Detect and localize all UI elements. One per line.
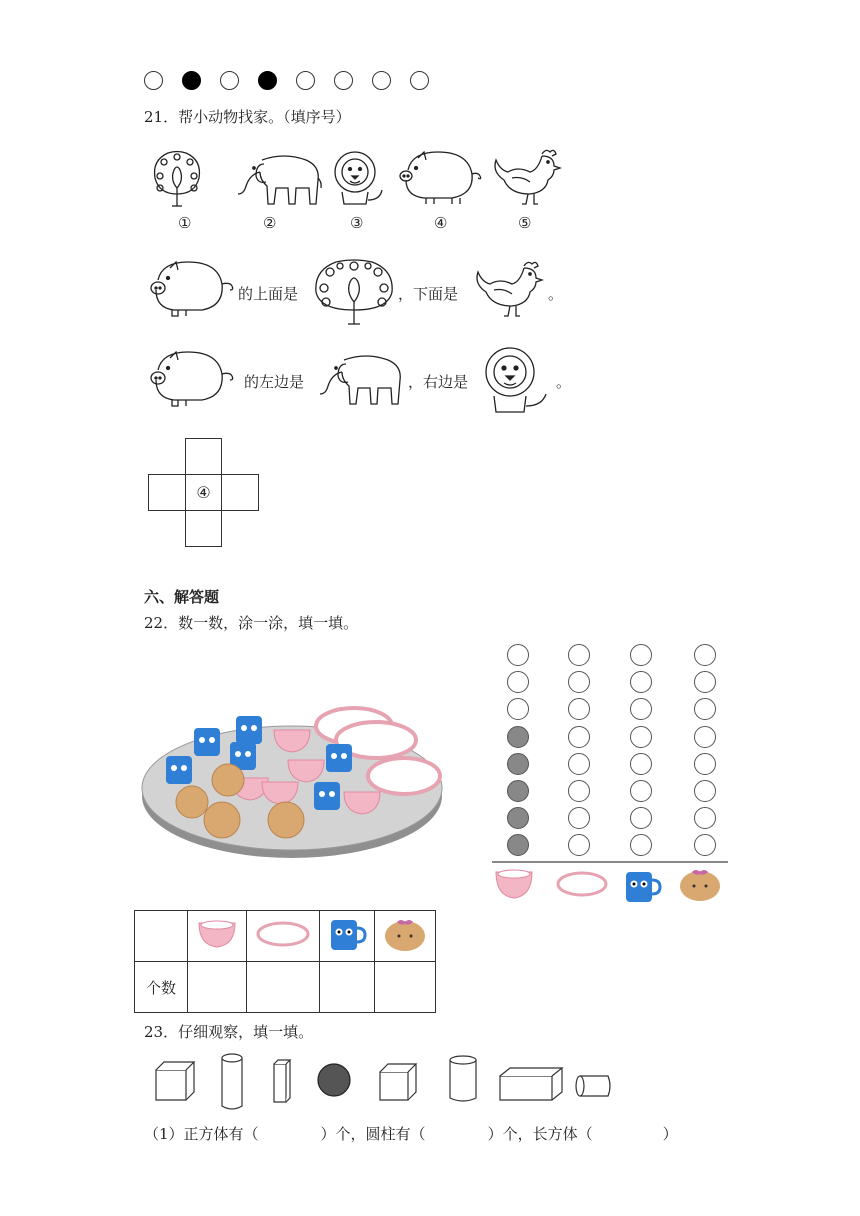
line1-end: 。 [548,285,564,303]
answer-circle[interactable] [334,71,353,90]
bead-3-5[interactable] [694,780,716,802]
bead-0-3[interactable] [507,726,529,748]
answer-circle[interactable] [258,71,277,90]
answer-circle[interactable] [182,71,201,90]
q23-title: 23．仔细观察，填一填。 [144,1023,314,1041]
bead-1-4[interactable] [568,753,590,775]
table-row-label: 个数 [135,962,188,1013]
bead-1-3[interactable] [568,726,590,748]
rooster-icon [470,258,544,320]
cross-cell-right [221,474,259,511]
bead-1-1[interactable] [568,671,590,693]
bead-0-7[interactable] [507,834,529,856]
cuboid-icon [498,1066,564,1102]
line1-text-a: 的上面是 [238,285,299,303]
bead-2-5[interactable] [630,780,652,802]
bead-0-2[interactable] [507,698,529,720]
cup-icon [329,916,365,952]
line2-text-b: ，右边是 [408,373,469,391]
animal-num-1: ① [178,214,192,232]
sphere-icon [316,1062,352,1098]
rooster-icon [488,146,562,208]
table-header-empty [135,911,188,962]
bead-0-6[interactable] [507,807,529,829]
bead-1-5[interactable] [568,780,590,802]
peacock-icon [312,258,396,328]
bead-3-7[interactable] [694,834,716,856]
count-cell-bowl[interactable] [188,962,247,1013]
bead-3-3[interactable] [694,726,716,748]
lion-icon [480,346,554,416]
cross-cell-left [148,474,186,511]
count-cell-cookie[interactable] [375,962,436,1013]
table-header-cookie [375,911,436,962]
pig-icon [146,348,236,410]
cookie-icon [383,916,427,952]
cross-cell-top [185,438,222,475]
bead-0-1[interactable] [507,671,529,693]
elephant-icon [234,150,324,208]
cylinder-icon [448,1054,478,1104]
pig-icon [398,148,484,206]
cup-icon [624,866,660,904]
plate-icon [556,870,608,898]
q23-sub1-d: ） [662,1125,678,1143]
bead-2-2[interactable] [630,698,652,720]
bead-0-5[interactable] [507,780,529,802]
pig-icon [146,258,236,318]
elephant-icon [316,350,406,408]
bowl-icon [197,919,237,949]
bead-2-7[interactable] [630,834,652,856]
bead-2-1[interactable] [630,671,652,693]
bead-2-3[interactable] [630,726,652,748]
cookie-icon [678,866,722,902]
bead-2-6[interactable] [630,807,652,829]
animal-num-4: ④ [434,214,448,232]
bead-1-7[interactable] [568,834,590,856]
table-header-bowl [188,911,247,962]
bead-3-2[interactable] [694,698,716,720]
bead-2-0[interactable] [630,644,652,666]
bead-baseline [492,861,728,863]
bead-3-4[interactable] [694,753,716,775]
bead-1-0[interactable] [568,644,590,666]
cube-icon [378,1062,418,1102]
bead-1-2[interactable] [568,698,590,720]
bead-3-0[interactable] [694,644,716,666]
animal-num-5: ⑤ [518,214,532,232]
answer-circle[interactable] [410,71,429,90]
table-header-plate [247,911,320,962]
peacock-icon [150,148,204,210]
cylinder-icon [574,1074,614,1098]
tray-illustration [140,700,446,866]
cylinder-icon [220,1052,244,1112]
answer-circle[interactable] [220,71,239,90]
line1-text-b: ，下面是 [398,285,459,303]
line2-end: 。 [556,373,572,391]
answer-circle[interactable] [296,71,315,90]
q22-title: 22．数一数，涂一涂，填一填。 [144,614,359,632]
bowl-icon [494,868,534,900]
q23-sub1 [144,1123,678,1144]
bead-3-6[interactable] [694,807,716,829]
cube-icon [154,1060,196,1102]
cuboid-icon [272,1058,292,1104]
bead-0-0[interactable] [507,644,529,666]
q23-sub1-b: ）个，圆柱有（ [320,1125,426,1143]
count-cell-plate[interactable] [247,962,320,1013]
lion-icon [330,150,388,206]
cross-cell-center: ④ [185,474,222,511]
bead-3-1[interactable] [694,671,716,693]
table-header-cup [320,911,375,962]
animal-num-3: ③ [350,214,364,232]
line2-text-a: 的左边是 [244,373,305,391]
q23-sub1-a: （1）正方体有（ [144,1125,259,1143]
plate-icon [256,919,310,949]
bead-0-4[interactable] [507,753,529,775]
q23-sub1-c: ）个，长方体（ [487,1125,593,1143]
q21-title: 21．帮小动物找家。（填序号） [144,108,351,126]
answer-circle-row [144,71,448,90]
answer-circle[interactable] [144,71,163,90]
bead-1-6[interactable] [568,807,590,829]
cross-cell-bottom [185,510,222,547]
count-cell-cup[interactable] [320,962,375,1013]
bead-2-4[interactable] [630,753,652,775]
animal-num-2: ② [263,214,277,232]
count-table [134,910,436,1013]
answer-circle[interactable] [372,71,391,90]
section6-title: 六、解答题 [144,588,220,606]
